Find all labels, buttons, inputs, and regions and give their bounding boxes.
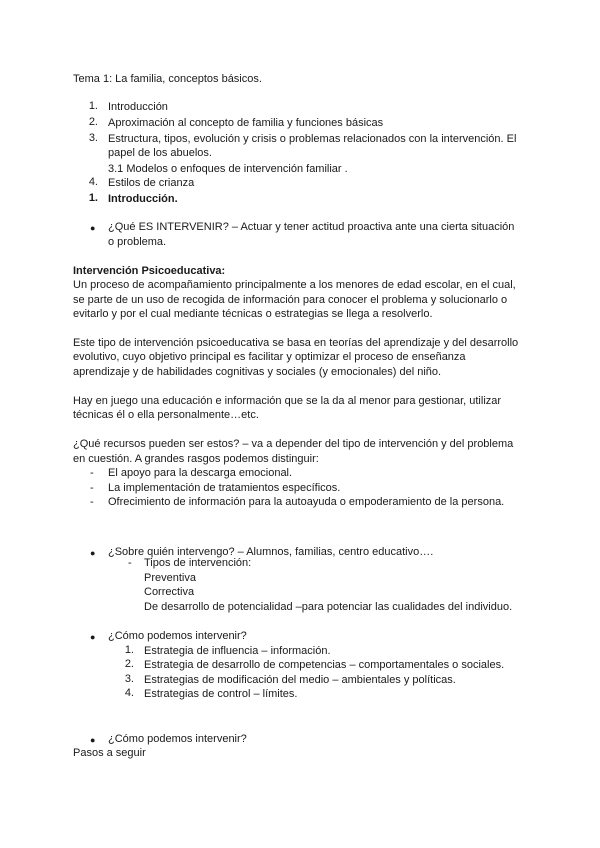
toc-num: 2. (88, 116, 98, 128)
paragraph-line: en cuestión. A grandes rasgos podemos distinguir: (73, 453, 319, 465)
strategy-num: 4. (124, 687, 134, 699)
bullet-icon: ● (90, 548, 96, 558)
strategy-num: 2. (124, 658, 134, 670)
bullet-icon: ● (90, 735, 96, 745)
page-title: Tema 1: La familia, conceptos básicos. (73, 73, 262, 85)
strategy-item: Estrategia de desarrollo de competencias – comportamentales o sociales. (144, 659, 505, 671)
intervention-types-label: Tipos de intervención: (144, 557, 252, 569)
question-how: ¿Cómo podemos intervenir? (108, 630, 247, 642)
paragraph-line: Un proceso de acompañamiento principalmente a los menores de edad escolar, en el cual, (73, 279, 516, 291)
strategy-item: Estrategias de control – límites. (144, 688, 298, 700)
toc-item: Estilos de crianza (108, 177, 195, 189)
question-who: ¿Sobre quién intervengo? – Alumnos, familias, centro educativo…. (108, 546, 434, 558)
strategy-item: Estrategias de modificación del medio – ambientales y políticas. (144, 674, 456, 686)
dash-marker: - (128, 557, 132, 569)
paragraph-line: evitarlo y por el cual mediante técnicas o estrategias se llega a resolverlo. (73, 308, 433, 320)
paragraph-line: técnicas él o ella personalmente…etc. (73, 409, 259, 421)
resource-item: El apoyo para la descarga emocional. (108, 467, 293, 479)
paragraph-line: evolutivo, cuyo objetivo principal es facilitar y optimizar el proceso de enseñanza (73, 351, 466, 363)
toc-subitem: 3.1 Modelos o enfoques de intervención familiar . (108, 163, 348, 175)
paragraph-line: aprendizaje y de habilidades cognitivas y sociales (y emocionales) del niño. (73, 366, 442, 378)
paragraph-line: se parte de un uso de recogida de información para conocer el problema y solucionarlo o (73, 294, 508, 306)
dash-marker: - (90, 467, 94, 479)
resource-item: La implementación de tratamientos específicos. (108, 482, 341, 494)
strategy-item: Estrategia de influencia – información. (144, 645, 331, 657)
paragraph-line: Este tipo de intervención psicoeducativa se basa en teorías del aprendizaje y del desarrollo (73, 337, 519, 349)
intervention-type: Correctiva (144, 586, 195, 598)
toc-item: Estructura, tipos, evolución y crisis o problemas relacionados con la intervención. El (108, 133, 517, 145)
toc-item-continued: papel de los abuelos. (108, 147, 212, 159)
intervention-type: Preventiva (144, 572, 196, 584)
toc-num: 1. (88, 100, 98, 112)
bullet-icon: ● (90, 223, 96, 233)
toc-item: Aproximación al concepto de familia y funciones básicas (108, 117, 384, 129)
toc-num: 4. (88, 176, 98, 188)
bullet-icon: ● (90, 632, 96, 642)
question-what-is-intervene: ¿Qué ES INTERVENIR? – Actuar y tener actitud proactiva ante una cierta situación (108, 221, 515, 233)
question-what-is-intervene-cont: o problema. (108, 236, 167, 248)
dash-marker: - (90, 496, 94, 508)
steps-label: Pasos a seguir (73, 747, 146, 759)
toc-item: Introducción (108, 101, 168, 113)
resource-item: Ofrecimiento de información para la autoayuda o empoderamiento de la persona. (108, 496, 505, 508)
psico-heading: Intervención Psicoeducativa: (73, 265, 226, 277)
paragraph-line: Hay en juego una educación e información que se la da al menor para gestionar, utilizar (73, 395, 502, 407)
paragraph-line: ¿Qué recursos pueden ser estos? – va a depender del tipo de intervención y del problema (73, 438, 514, 450)
strategy-num: 1. (124, 644, 134, 656)
section-num: 1. (88, 192, 98, 204)
strategy-num: 3. (124, 673, 134, 685)
section-heading: Introducción. (108, 193, 178, 205)
intervention-type: De desarrollo de potencialidad –para potenciar las cualidades del individuo. (144, 601, 513, 613)
dash-marker: - (90, 482, 94, 494)
toc-num: 3. (88, 132, 98, 144)
question-how-repeat: ¿Cómo podemos intervenir? (108, 733, 247, 745)
